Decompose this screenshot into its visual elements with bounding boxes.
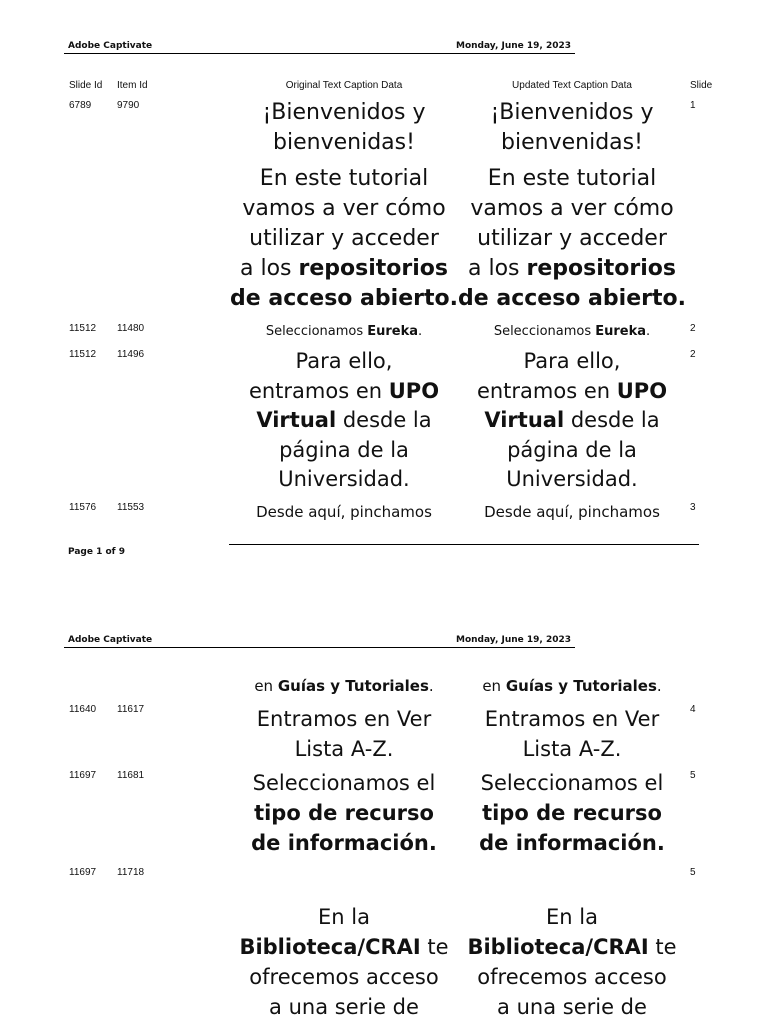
caption-line: tipo de recurso	[254, 801, 434, 825]
caption-bold: de acceso abierto.	[458, 286, 686, 311]
caption-line	[457, 406, 687, 436]
caption-line	[457, 377, 687, 407]
caption-text: te	[420, 935, 449, 959]
row3-slide-id: 11512	[69, 349, 97, 360]
caption-line	[229, 406, 459, 436]
caption-text: a los	[239, 256, 299, 281]
caption-line: de información.	[479, 831, 665, 855]
caption-bold: Eureka	[367, 324, 419, 339]
p2row3-item-id: 11718	[117, 867, 145, 878]
p2row1-original-caption	[229, 704, 459, 764]
caption-bold: de acceso abierto.	[230, 286, 458, 311]
caption-line: Entramos en Ver	[256, 707, 432, 731]
p2row1-item-id: 11617	[117, 704, 145, 715]
caption-line: Lista A-Z.	[294, 737, 394, 761]
caption-line: ofrecemos acceso	[249, 965, 439, 989]
caption-text: .	[646, 324, 651, 339]
caption-line: vamos a ver cómo	[470, 196, 674, 221]
caption-bold: Virtual	[484, 408, 565, 432]
p2row2-updated-caption	[457, 768, 687, 858]
row4-updated-caption: Desde aquí, pinchamos	[484, 503, 660, 521]
p2row1-slide: 4	[690, 704, 696, 715]
caption-line: ¡Bienvenidos y	[490, 100, 654, 125]
caption-line	[457, 932, 687, 962]
p2row2-item-id: 11681	[117, 770, 145, 781]
row1-updated-caption	[457, 98, 687, 314]
caption-line: En este tutorial	[487, 166, 657, 191]
caption-line: En la	[318, 905, 370, 929]
page-number: Page 1 of 9	[68, 547, 125, 557]
caption-line	[229, 284, 459, 314]
row3-original-caption	[229, 347, 459, 495]
app-name: Adobe Captivate	[68, 635, 153, 645]
row1-slide-id: 6789	[69, 100, 92, 111]
caption-text: desde la	[336, 408, 432, 432]
caption-bold: Virtual	[256, 408, 337, 432]
caption-line: En la	[546, 905, 598, 929]
header-rule	[64, 53, 575, 54]
p2row3-updated-caption	[457, 902, 687, 1022]
row2-item-id: 11480	[117, 323, 145, 334]
row2-updated-caption	[457, 323, 687, 341]
caption-line: a una serie de	[497, 995, 647, 1019]
row1-item-id: 9790	[117, 100, 140, 111]
row3-slide: 2	[690, 349, 696, 360]
caption-line: ofrecemos acceso	[477, 965, 667, 989]
caption-line	[229, 932, 459, 962]
caption-bold: UPO	[388, 378, 440, 403]
caption-bold: Guías y Tutoriales	[277, 677, 429, 695]
caption-bold: Biblioteca/CRAI	[239, 935, 421, 959]
caption-line: utilizar y acceder	[477, 226, 667, 251]
caption-bold: Guías y Tutoriales	[505, 677, 657, 695]
col-slide-id: Slide Id	[69, 80, 103, 91]
caption-text: en	[254, 677, 278, 695]
report-date: Monday, June 19, 2023	[456, 635, 572, 645]
p2row1-slide-id: 11640	[69, 704, 97, 715]
p2row2-slide-id: 11697	[69, 770, 97, 781]
cont-original-caption	[229, 676, 459, 696]
caption-line: a una serie de	[269, 995, 419, 1019]
caption-bold: repositorios	[526, 256, 676, 281]
caption-text: desde la	[564, 408, 660, 432]
row3-updated-caption	[457, 347, 687, 495]
p2row1-updated-caption	[457, 704, 687, 764]
caption-line	[457, 254, 687, 284]
caption-text: te	[648, 935, 677, 959]
caption-text: Seleccionamos	[493, 324, 596, 339]
row2-original-caption	[229, 323, 459, 341]
row4-slide-id: 11576	[69, 502, 97, 513]
caption-text: en	[482, 677, 506, 695]
p2row2-slide: 5	[690, 770, 696, 781]
report-date: Monday, June 19, 2023	[456, 41, 572, 51]
p2row3-slide: 5	[690, 867, 696, 878]
footer-rule	[229, 544, 699, 545]
row2-slide-id: 11512	[69, 323, 97, 334]
cont-updated-caption	[457, 676, 687, 696]
caption-line: página de la	[279, 437, 409, 462]
caption-line: Seleccionamos el	[480, 771, 664, 795]
app-name: Adobe Captivate	[68, 41, 153, 51]
caption-line	[229, 377, 459, 407]
caption-line	[457, 284, 687, 314]
caption-bold: Biblioteca/CRAI	[467, 935, 649, 959]
caption-line: ¡Bienvenidos y	[262, 100, 426, 125]
caption-bold: UPO	[616, 378, 668, 403]
caption-line: vamos a ver cómo	[242, 196, 446, 221]
caption-line: Para ello,	[295, 349, 393, 373]
caption-line: Universidad.	[506, 467, 638, 491]
caption-text: Seleccionamos	[265, 324, 368, 339]
p2row2-original-caption	[229, 768, 459, 858]
caption-text: .	[428, 677, 434, 695]
caption-bold: Eureka	[595, 324, 647, 339]
col-original: Original Text Caption Data	[285, 80, 403, 91]
caption-text: .	[656, 677, 662, 695]
header-rule	[64, 647, 575, 648]
caption-line: En este tutorial	[259, 166, 429, 191]
row4-item-id: 11553	[117, 502, 145, 513]
caption-text: a los	[467, 256, 527, 281]
p2row3-original-caption	[229, 902, 459, 1022]
caption-line: Universidad.	[278, 467, 410, 491]
row4-slide: 3	[690, 502, 696, 513]
caption-line: Para ello,	[523, 349, 621, 373]
caption-line: bienvenidas!	[273, 130, 415, 155]
caption-line: Entramos en Ver	[484, 707, 660, 731]
col-slide: Slide	[690, 80, 713, 91]
caption-line: bienvenidas!	[501, 130, 643, 155]
col-item-id: Item Id	[117, 80, 148, 91]
row1-slide: 1	[690, 100, 696, 111]
caption-line: utilizar y acceder	[249, 226, 439, 251]
caption-line: tipo de recurso	[482, 801, 662, 825]
caption-text: .	[418, 324, 423, 339]
caption-line	[229, 254, 459, 284]
row3-item-id: 11496	[117, 349, 145, 360]
col-updated: Updated Text Caption Data	[512, 80, 632, 91]
caption-text: entramos en	[476, 378, 617, 403]
row4-original-caption: Desde aquí, pinchamos	[256, 503, 432, 521]
row2-slide: 2	[690, 323, 696, 334]
caption-line: Lista A-Z.	[522, 737, 622, 761]
caption-line: página de la	[507, 437, 637, 462]
caption-bold: repositorios	[298, 256, 448, 281]
caption-line: de información.	[251, 831, 437, 855]
p2row3-slide-id: 11697	[69, 867, 97, 878]
caption-line: Seleccionamos el	[252, 771, 436, 795]
row1-original-caption	[229, 98, 459, 314]
caption-text: entramos en	[248, 378, 389, 403]
